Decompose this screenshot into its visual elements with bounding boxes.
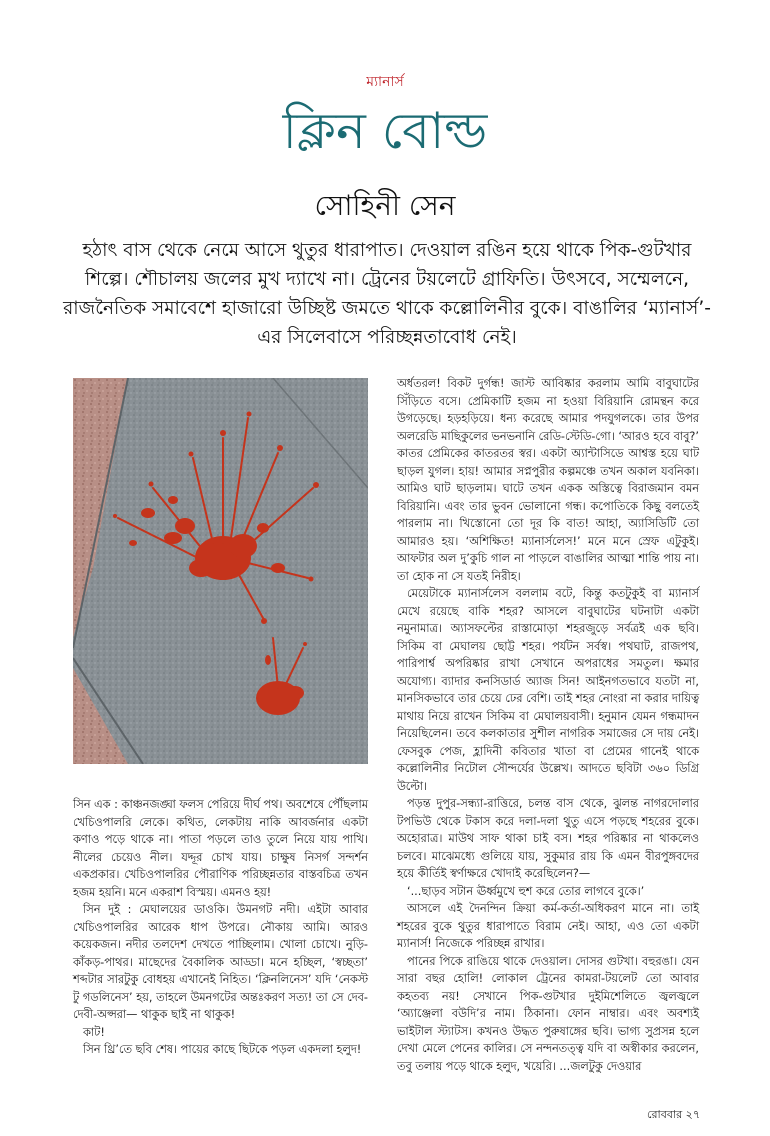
left-text-column <box>73 796 368 1059</box>
article-headline: ক্লিন বোল্ড <box>282 102 488 160</box>
paragraph: কাট! <box>83 1025 105 1039</box>
quote-paragraph: ‘...ছাড়ব সটান ঊর্ধ্বমুখে হুশ করে তোর লাগবে বুকে।’ <box>407 884 645 898</box>
paragraph: সিন এক : কাঞ্চনজঙ্ঘা ফলস পেরিয়ে দীর্ঘ পথ। অবশেষে পৌঁছলাম খেচিওপালরি লেকে। কথিত, লেকটায় নাকি আবর্জনার একটা কণাও পড়ে থাকে না। পাতা পড়লে তাও তুলে নিয়ে যায় পাখি। নীলের চেয়েও নীল। যদ্দূর চোখ যায়। চাক্ষুষ নিসর্গ সন্দর্শন একপ্রকার। খেচিওপালরির পৌরাণিক পরিচ্ছন্নতার বাস্তবচিত্র তখন হজম হয়নি। মনে একরাশ বিস্ময়। এমনও হয়! <box>73 798 368 899</box>
paragraph: মেয়েটাকে ম্যানার্সলেস বললাম বটে, কিন্তু কতটুকুই বা ম্যানার্স মেখে রয়েছে বাকি শহর? আসলে বাবুঘাটের ঘটনাটা একটা নমুনামাত্র। অ্যাসফল্টের রাস্তামোড়া শহরজুড়ে সর্বত্রই এক ছবি। সিকিম বা মেঘালয় ছোট্ট শহর। পর্যটন সর্বস্ব। পথঘাট, রাজপথ, পারিপার্শ্ব অপরিষ্কার রাখা সেখানে অপরাধের সমতুল। ক্ষমার অযোগ্য। ব্যাদার কনসিডার্ড অ্যাজ সিন! আইনগতভাবে যতটা না, মানসিকভাবে তার চেয়ে ঢের বেশি। তাই শহর নোংরা না করার দায়িত্ব মাথায় নিয়ে রাখেন সিকিম বা মেঘালয়বাসী। হনুমান যেমন গন্ধমাদন নিয়েছিলেন। তবে কলকাতার সুশীল নাগরিক সমাজের সে দায় নেই। ফেসবুক পেজ, হ্লাদিনী কবিতার খাতা বা প্রেমের গানেই থাকে কল্লোলিনীর নিটোল সৌন্দর্যের উল্লেখ। আদতে ছবিটা ৩৬০ ডিগ্রি উল্টো। <box>397 587 699 793</box>
paragraph: পড়ন্ত দুপুর-সন্ধ্যা-রাত্তিরে, চলন্ত বাস থেকে, ঝুলন্ত নাগরদোলার টপভিউ থেকে টকাস করে দলা-দলা থুতু এসে পড়ছে শহরের বুকে। অহোরাত্র। মাউথ সাফ থাকা চাই বস। শহর পরিষ্কার না থাকলেও চলবে। মাঝেমধ্যে গুলিয়ে যায়, সুকুমার রায় কি এমন বীরপুঙ্গবদের হয়ে কীর্তিই স্বর্ণাক্ষরে খোদাই করেছিলেন?— <box>397 797 699 880</box>
spit-stain-photo <box>73 378 368 764</box>
page-footer: রোববার ২৭ <box>647 1108 700 1121</box>
article-intro: হঠাৎ বাস থেকে নেমে আসে থুতুর ধারাপাত। দেওয়াল রঙিন হয়ে থাকে পিক-গুটখার শিল্পে। শৌচালয় জলের মুখ দ্যাখে না। ট্রেনের টয়লেটে গ্রাফিতি। উৎসবে, সম্মেলনে, রাজনৈতিক সমাবেশে হাজারো উচ্ছিষ্ট জমতে থাকে কল্লোলিনীর বুকে। বাঙালির ‘ম্যানার্স’-এর সিলেবাসে পরিচ্ছন্নতাবোধ নেই। <box>63 240 711 348</box>
right-text-column <box>397 375 699 1075</box>
paragraph: পানের পিকে রাঙিয়ে থাকে দেওয়াল। দোসর গুটখা। বহুরঙা। যেন সারা বছর হোলি! লোকাল ট্রেনের কামরা-টয়লেট তো আবার কহতব্য নয়! সেখানে পিক-গুটখার দুইমিশেলিতে জ্বলজ্বলে ‘অ্যাঞ্জেলা বউদি’র নাম। ঠিকানা। ফোন নাম্বার। এবং অবশ্যই ভাইটাল স্ট্যাটস। কখনও উদ্ধত পুরুষাঙ্গের ছবি। ভাগ্য সুপ্রসন্ন হলে দেখা মেলে পেনের কালির। সে নন্দনতত্ত্ব যদি বা অস্বীকার করলেন, তবু তলায় পড়ে থাকে হলুদ, খয়েরি। ...জলটুকু দেওয়ার <box>397 954 699 1073</box>
paragraph: আসলে এই দৈনন্দিন ক্রিয়া কর্ম-কর্তা-অধিকরণ মানে না। তাই শহরের বুকে থুতুর ধারাপাতে বিরাম নেই। আহা, এও তো একটা ম্যানার্স! নিজেকে পরিচ্ছন্ন রাখার। <box>397 902 699 950</box>
author-byline: সোহিনী সেন <box>314 189 456 222</box>
paragraph: অর্ধতরল! বিকট দুর্গন্ধ! জাস্ট আবিষ্কার করলাম আমি বাবুঘাটের সিঁড়িতে বসে। প্রেমিকাটি হজম না হওয়া বিরিয়ানি রোমন্থন করে উগড়েছে। হড়হড়িয়ে। ধন্য করেছে আমার পদযুগলকে। তার উপর অলরেডি মাছিকুলের ভনভনানি রেডি-স্টেডি-গো। ‘আরও হবে বাবু?’ কাতর প্রেমিকের কাতরতর স্বর। একটা অ্যান্টাসিডে আশ্বস্ত হয়ে ঘাট ছাড়ল যুগল। হায়! আমার সপ্নপুরীর কল্পমঞ্চে তখন অকাল যবনিকা। আমিও ঘাট ছাড়লাম। ঘাটে তখন একক অস্তিত্বে বিরাজমান বমন বিরিয়ানি। এবং তার ভুবন ভোলানো গন্ধ। কপোতিকে কিছু বলতেই পারলাম না। খিস্তোনো তো দূর কি বাত! আহা, অ্যাসিডিটি তো আমারও হয়। ‘অশিক্ষিত! ম্যানার্সলেস!’ মনে মনে স্রেফ এটুকুই। আফটার অল দু’কুচি গাল না পাড়লে বাঙালির আত্মা শান্তি পায় না। তা হোক না সে যতই নিরীহ। <box>397 377 700 583</box>
paragraph: সিন দুই : মেঘালয়ের ডাওকি। উমনগট নদী। এইটা আবার খেচিওপালরির আরেক ধাপ উপরে। নৌকায় আমি। আরও কয়েকজন। নদীর তলদেশ দেখতে পাচ্ছিলাম। খোলা চোখে। নুড়ি-কাঁকড়-পাথর। মাছেদের বৈকালিক আড্ডা। মনে হচ্ছিল, ‘স্বচ্ছতা’ শব্দটার সারটুকু বোধহয় এখানেই নিহিত। ‘ক্লিনলিনেস’ যদি ‘নেকস্ট টু গডলিনেস’ হয়, তাহলে উমনগটের অন্তঃকরণ সত্য! তা সে দেব-দেবী-অপ্সরা— থাকুক ছাই না থাকুক! <box>73 903 368 1021</box>
red-spit-stain-icon <box>73 378 368 764</box>
section-tag: ম্যানার্স <box>366 74 404 90</box>
paragraph: সিন থ্রি’তে ছবি শেষ। পায়ের কাছে ছিটকে পড়ল একদলা হলুদ! <box>83 1043 362 1056</box>
